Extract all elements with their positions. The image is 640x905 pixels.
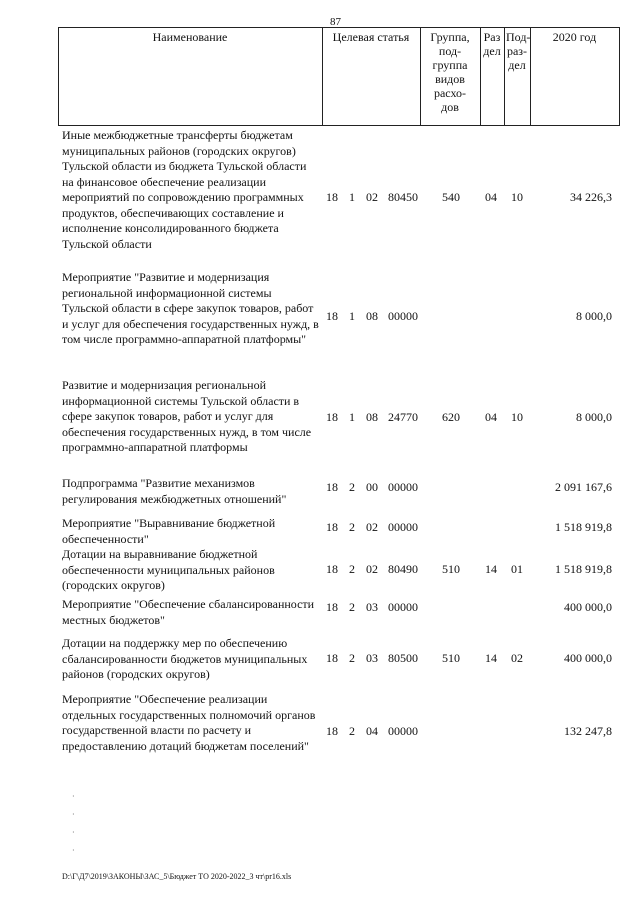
target-code-3: 03 [366, 600, 378, 614]
amount: 400 000,0 [564, 600, 612, 614]
row-name: Мероприятие "Обеспечение реализации отдельных государственных полномочий органов государственной власти по расчету и предоставлению дотаций бюджетам поселений" [62, 692, 316, 753]
amount: 1 518 919,8 [555, 562, 612, 576]
table-row [58, 476, 620, 512]
razdel-code: 04 [485, 190, 497, 204]
header-podrazdel: Под- раз- дел [506, 30, 531, 72]
group-code: 510 [442, 651, 460, 665]
table-row [58, 597, 620, 629]
podrazdel-code: 01 [511, 562, 523, 576]
podrazdel-code: 10 [511, 410, 523, 424]
row-name: Подпрограмма "Развитие механизмов регулирования межбюджетных отношений" [62, 476, 287, 506]
target-code-4: 00000 [388, 309, 418, 323]
table-header [58, 27, 620, 125]
razdel-code: 04 [485, 410, 497, 424]
amount: 1 518 919,8 [555, 520, 612, 534]
target-code-1: 18 [326, 562, 338, 576]
amount: 400 000,0 [564, 651, 612, 665]
target-code-4: 00000 [388, 520, 418, 534]
target-code-3: 04 [366, 724, 378, 738]
target-code-3: 02 [366, 520, 378, 534]
target-code-4: 80490 [388, 562, 418, 576]
table-row [58, 516, 620, 548]
target-code-2: 2 [349, 562, 355, 576]
header-divider [420, 27, 421, 125]
row-name: Мероприятие "Выравнивание бюджетной обеспеченности" [62, 516, 276, 546]
amount: 132 247,8 [564, 724, 612, 738]
target-code-1: 18 [326, 520, 338, 534]
target-code-1: 18 [326, 724, 338, 738]
target-code-2: 1 [349, 190, 355, 204]
target-code-3: 02 [366, 562, 378, 576]
target-code-1: 18 [326, 480, 338, 494]
target-code-2: 2 [349, 480, 355, 494]
target-code-3: 02 [366, 190, 378, 204]
amount: 8 000,0 [576, 410, 612, 424]
target-code-2: 1 [349, 309, 355, 323]
target-code-2: 2 [349, 520, 355, 534]
header-top-border [58, 27, 620, 28]
table-row [58, 270, 620, 370]
file-path-footer: D:\Г\Д7\2019\ЗАКОНЫ\ЗАС_5\Бюджет ТО 2020-2022_3 чт\pr16.xls [62, 872, 292, 881]
target-code-4: 80500 [388, 651, 418, 665]
amount: 8 000,0 [576, 309, 612, 323]
razdel-code: 14 [485, 651, 497, 665]
header-name: Наименование [152, 30, 228, 44]
target-code-3: 00 [366, 480, 378, 494]
row-name: Мероприятие "Развитие и модернизация региональной информационной системы Тульской области в сфере закупок товаров, работ и услуг для обеспечения государственных нужд, в том числе программно-аппаратной платформы" [62, 270, 319, 346]
table-row [58, 547, 620, 595]
table-row [58, 128, 620, 268]
target-code-1: 18 [326, 651, 338, 665]
header-divider [504, 27, 505, 125]
amount: 34 226,3 [570, 190, 612, 204]
group-code: 540 [442, 190, 460, 204]
target-code-3: 03 [366, 651, 378, 665]
header-year: 2020 год [552, 30, 597, 44]
target-code-1: 18 [326, 309, 338, 323]
target-code-4: 24770 [388, 410, 418, 424]
table-row [58, 636, 620, 684]
podrazdel-code: 02 [511, 651, 523, 665]
group-code: 620 [442, 410, 460, 424]
target-code-2: 1 [349, 410, 355, 424]
target-code-2: 2 [349, 651, 355, 665]
row-name: Мероприятие "Обеспечение сбалансированности местных бюджетов" [62, 597, 315, 627]
header-razdel: Раз дел [483, 30, 501, 58]
amount: 2 091 167,6 [555, 480, 612, 494]
target-code-3: 08 [366, 410, 378, 424]
header-group: Группа, под- группа видов расхо- дов [430, 30, 470, 114]
podrazdel-code: 10 [511, 190, 523, 204]
row-name: Дотации на выравнивание бюджетной обеспеченности муниципальных районов (городских округов) [62, 547, 275, 592]
row-name: Развитие и модернизация региональной информационной системы Тульской области в сфере закупок товаров, работ и услуг для обеспечения государственных нужд, в том числе программно-аппаратной платформы [62, 378, 312, 454]
scan-specks: · · · · [72, 792, 75, 855]
table-row [58, 692, 620, 774]
target-code-2: 2 [349, 724, 355, 738]
target-code-1: 18 [326, 190, 338, 204]
target-code-4: 00000 [388, 480, 418, 494]
page-number: 87 [330, 16, 341, 28]
header-target: Целевая статья [332, 30, 410, 44]
table-row [58, 378, 620, 458]
razdel-code: 14 [485, 562, 497, 576]
row-name: Иные межбюджетные трансферты бюджетам муниципальных районов (городских округов) Тульской области из бюджета Тульской области на финансовое обеспечение реализации мероприятий по сопровождению программных продуктов, обеспечивающих составление и исполнение консолидированного бюджета Тульской области [62, 128, 307, 251]
target-code-4: 00000 [388, 724, 418, 738]
row-name: Дотации на поддержку мер по обеспечению сбалансированности бюджетов муниципальных районов (городских округов) [62, 636, 308, 681]
target-code-1: 18 [326, 600, 338, 614]
target-code-4: 80450 [388, 190, 418, 204]
target-code-2: 2 [349, 600, 355, 614]
target-code-3: 08 [366, 309, 378, 323]
header-right-border [619, 27, 620, 125]
group-code: 510 [442, 562, 460, 576]
target-code-1: 18 [326, 410, 338, 424]
header-bottom-border [58, 125, 620, 126]
target-code-4: 00000 [388, 600, 418, 614]
